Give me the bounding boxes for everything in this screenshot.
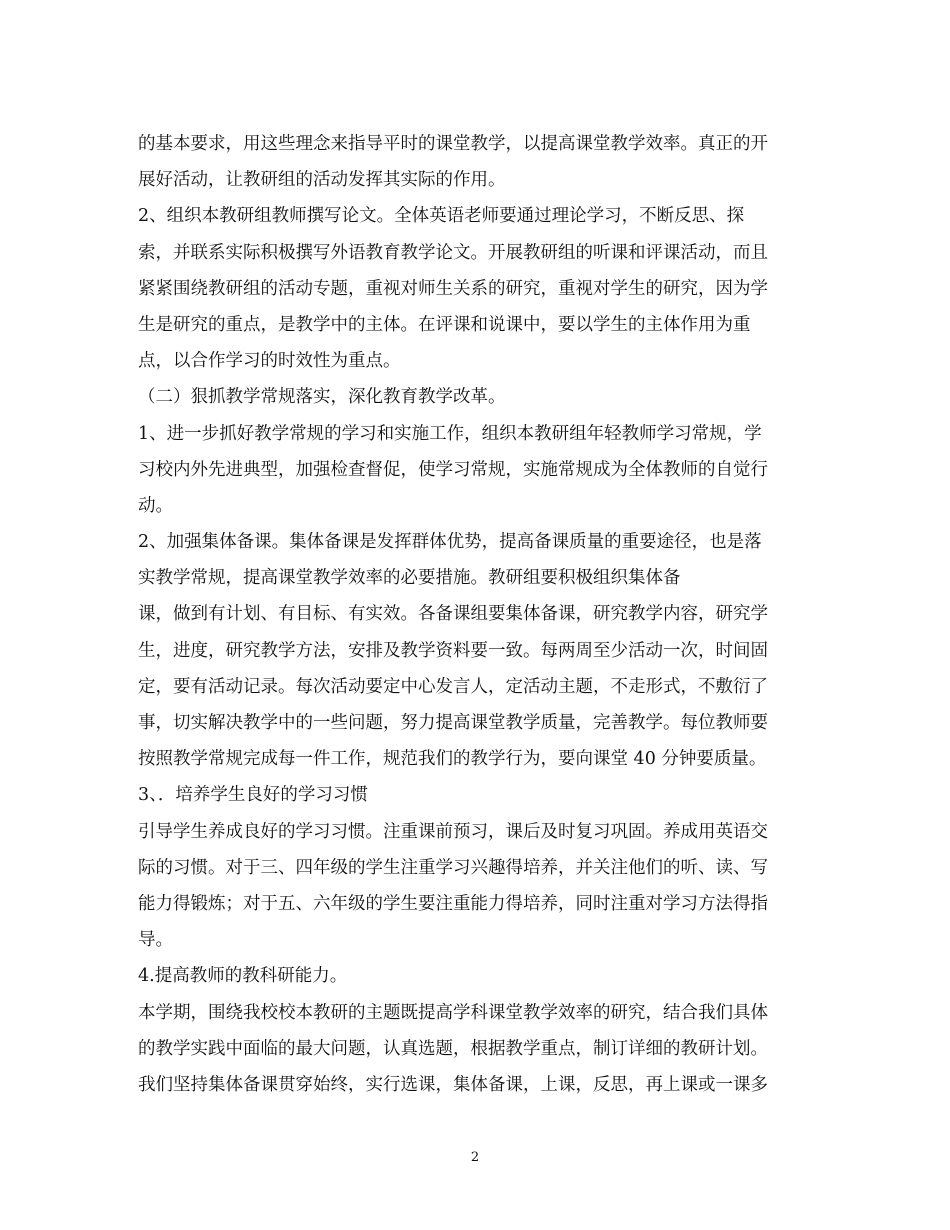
text-line: 我们坚持集体备课贯穿始终，实行选课，集体备课，上课，反思，再上课或一课多: [138, 1074, 768, 1095]
text-line: 际的习惯。对于三、四年级的学生注重学习兴趣得培养，并关注他们的听、读、写: [138, 857, 768, 878]
item-heading: 4.提高教师的教科研能力。: [138, 966, 348, 987]
text-line: 索，并联系实际积极撰写外语教育教学论文。开展教研组的听课和评课活动，而且: [138, 242, 768, 263]
text-line: 动。: [138, 495, 173, 516]
text-line: 能力得锻炼；对于五、六年级的学生要注重能力得培养，同时注重对学习方法得指: [138, 893, 768, 914]
text-line: 生，进度，研究教学方法，安排及教学资料要一致。每两周至少活动一次，时间固: [138, 640, 768, 661]
text-line: 引导学生养成良好的学习习惯。注重课前预习，课后及时复习巩固。养成用英语交: [138, 821, 768, 842]
text-line: 的基本要求，用这些理念来指导平时的课堂教学，以提高课堂教学效率。真正的开: [138, 134, 768, 154]
text-line: 定，要有活动记录。每次活动要定中心发言人，定活动主题，不走形式，不敷衍了: [138, 676, 768, 697]
text-line: 习校内外先进典型，加强检查督促，使学习常规，实施常规成为全体教师的自觉行: [138, 459, 768, 480]
text-line: 本学期，围绕我校校本教研的主题既提高学科课堂教学效率的研究，结合我们具体: [138, 1002, 768, 1023]
section-heading: （二）狠抓教学常规落实，深化教育教学改革。: [138, 387, 506, 408]
text-line: 1、进一步抓好教学常规的学习和实施工作，组织本教研组年轻教师学习常规，学: [138, 423, 762, 444]
text-line: 按照教学常规完成每一件工作，规范我们的教学行为，要向课堂 40 分钟要质量。: [138, 749, 767, 770]
text-line: 导。: [138, 930, 173, 951]
text-line: 课，做到有计划、有目标、有实效。各备课组要集体备课，研究教学内容，研究学: [138, 604, 768, 625]
text-line: 生是研究的重点，是教学中的主体。在评课和说课中，要以学生的主体作用为重: [138, 314, 751, 335]
page-number: 2: [470, 1150, 480, 1165]
text-line: 紧紧围绕教研组的活动专题，重视对师生关系的研究，重视对学生的研究，因为学: [138, 278, 768, 299]
text-line: 展好活动，让教研组的活动发挥其实际的作用。: [138, 170, 506, 191]
item-heading: 3、．培养学生良好的学习习惯: [138, 785, 368, 806]
text-line: 的教学实践中面临的最大问题，认真选题，根据教学重点，制订详细的教研计划。: [138, 1038, 768, 1059]
text-line: 点，以合作学习的时效性为重点。: [138, 351, 401, 372]
text-line: 2、组织本教研组教师撰写论文。全体英语老师要通过理论学习，不断反思、探: [138, 206, 745, 227]
text-line: 2、加强集体备课。集体备课是发挥群体优势，提高备课质量的重要途径，也是落: [138, 532, 762, 553]
body-text: [138, 126, 818, 1103]
text-line: 实教学常规，提高课堂教学效率的必要措施。教研组要积极组织集体备: [138, 568, 681, 589]
text-line: 事，切实解决教学中的一些问题，努力提高课堂教学质量，完善教学。每位教师要: [138, 713, 768, 733]
